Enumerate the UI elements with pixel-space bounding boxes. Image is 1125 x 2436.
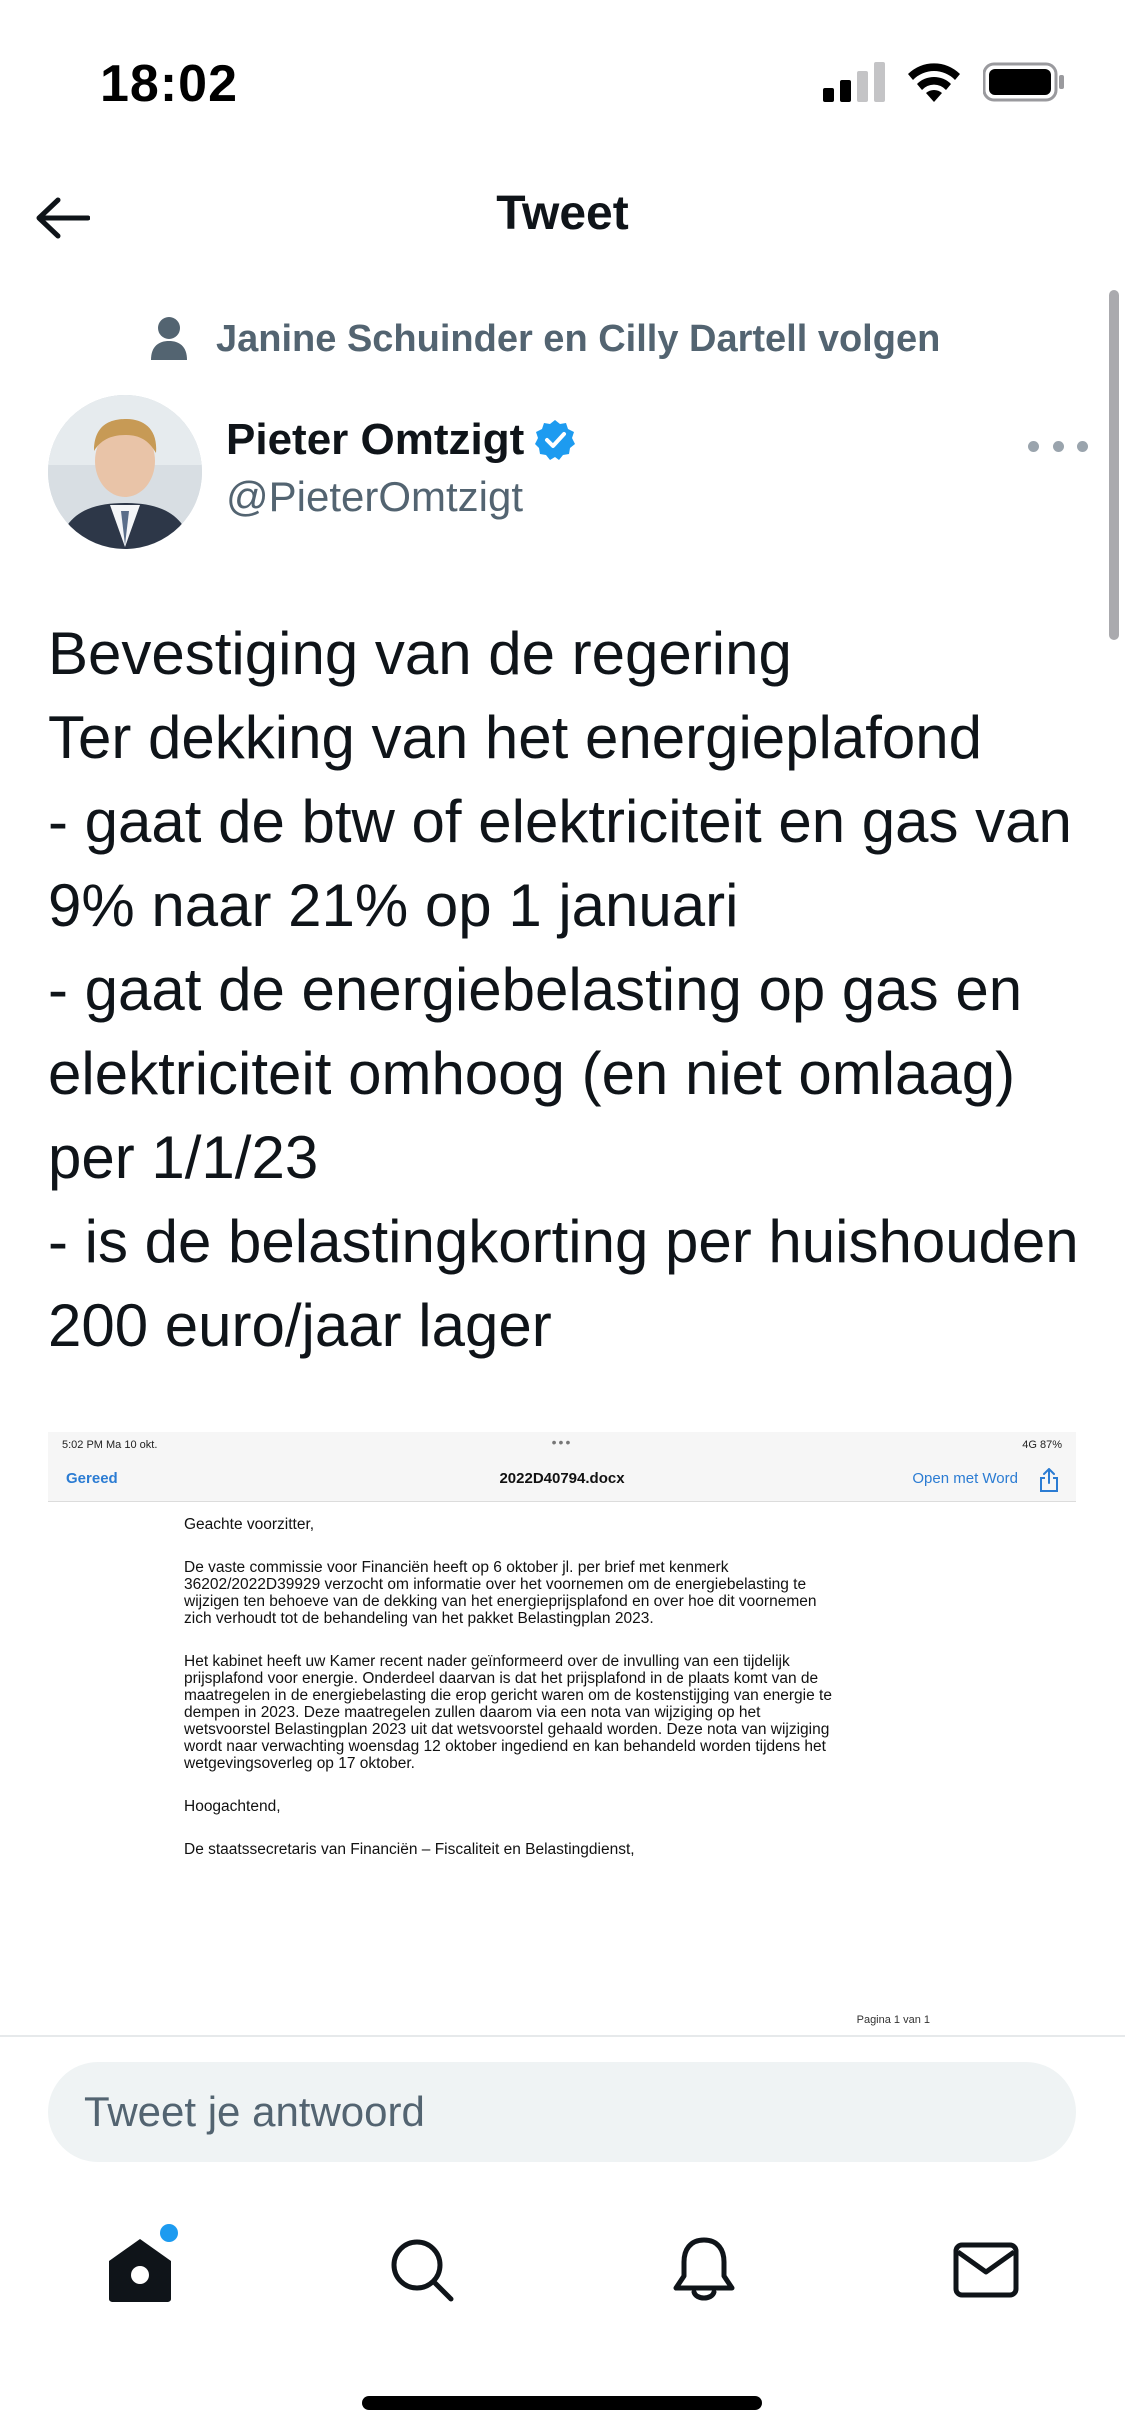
doc-paragraph: De vaste commissie voor Financiën heeft op 6 oktober jl. per brief met kenmerk 36202/2022D39929 verzocht om informatie over het voornemen om de energiebelasting te wijzigen ten behoeve van de dekking van het energieprijsplafond en over hoe dit voornemen zich verhoudt tot de behandeling van het pakket Belastingplan 2023. [184,1559,817,1627]
home-icon [105,2237,175,2303]
person-icon [150,316,188,362]
media-status-time: 5:02 PM Ma 10 okt. [62,1439,158,1451]
wifi-icon [907,62,961,102]
status-icons [823,62,1065,102]
tab-search[interactable] [382,2230,462,2310]
more-icon [1028,441,1039,452]
reply-input[interactable] [84,2088,984,2136]
reply-box[interactable] [48,2062,1076,2162]
media-toolbar [48,1458,1076,1502]
doc-paragraph: Geachte voorzitter, [184,1516,315,1533]
search-icon [389,2237,455,2303]
media-open-label: Open met Word [912,1470,1018,1487]
more-button[interactable] [1028,431,1088,461]
media-done-label: Gereed [66,1470,118,1487]
share-icon [1038,1468,1060,1492]
tweet-media-image[interactable] [48,1432,1076,2032]
home-indicator[interactable] [362,2396,762,2410]
author-name-row[interactable] [226,415,576,465]
media-status-dots: ••• [551,1434,573,1450]
status-time: 18:02 [100,55,238,113]
more-icon-dot [1053,441,1064,452]
tab-home[interactable] [100,2230,180,2310]
tab-messages[interactable] [946,2230,1026,2310]
tweet-author [48,395,1088,555]
verified-badge-icon [534,419,576,461]
page-title: Tweet [496,187,629,240]
author-handle[interactable]: @PieterOmtzigt [226,473,524,520]
media-status-right: 4G 87% [1022,1439,1062,1451]
media-page-number: Pagina 1 van 1 [856,2014,930,2026]
status-bar [0,0,1125,150]
media-status-bar [48,1432,1076,1458]
doc-paragraph: Het kabinet heeft uw Kamer recent nader geïnformeerd over de invulling van een tijdelijk prijsplafond voor energie. Onderdeel daarvan is dat het prijsplafond in de plaats komt van de maatregelen in de energiebelasting die erop gericht waren om de kostenstijging van energie te dempen in 2023. Deze maatregelen zullen daarom via een nota van wijziging op het wetsvoorstel Belastingplan 2023 uit dat wetsvoorstel gehaald worden. Deze nota van wijziging wordt naar verwachting woensdag 12 oktober ingediend en kan behandeld worden tijdens het wetgevingsoverleg op 17 oktober. [184,1653,832,1772]
scrollbar[interactable] [1109,290,1119,640]
tab-bar [0,2200,1125,2320]
notification-dot [160,2224,178,2242]
tab-notifications[interactable] [664,2230,744,2310]
media-document-body [184,1516,844,1884]
divider [0,2035,1125,2037]
social-context-text: Janine Schuinder en Cilly Dartell volgen [216,317,941,360]
nav-header [0,150,1125,280]
cellular-signal-icon [823,62,885,102]
tweet-text: Bevestiging van de regering Ter dekking van het energieplafond - gaat de btw of elektriciteit en gas van 9% naar 21% op 1 januari - gaat de energiebelasting op gas en elektriciteit omhoog (en niet omlaag) per 1/1/23 - is de belastingkorting per huishouden 200 euro/jaar lager [48,620,1079,1359]
author-name: Pieter Omtzigt [226,415,525,464]
social-context[interactable] [150,316,940,362]
mail-icon [953,2242,1019,2298]
avatar-photo [48,395,202,549]
avatar[interactable] [48,395,202,549]
media-filename: 2022D40794.docx [499,1470,625,1487]
doc-paragraph: De staatssecretaris van Financiën – Fiscaliteit en Belastingdienst, [184,1841,635,1858]
battery-icon [983,62,1065,102]
more-icon-dot [1077,441,1088,452]
doc-paragraph: Hoogachtend, [184,1798,281,1815]
bell-icon [672,2236,736,2304]
